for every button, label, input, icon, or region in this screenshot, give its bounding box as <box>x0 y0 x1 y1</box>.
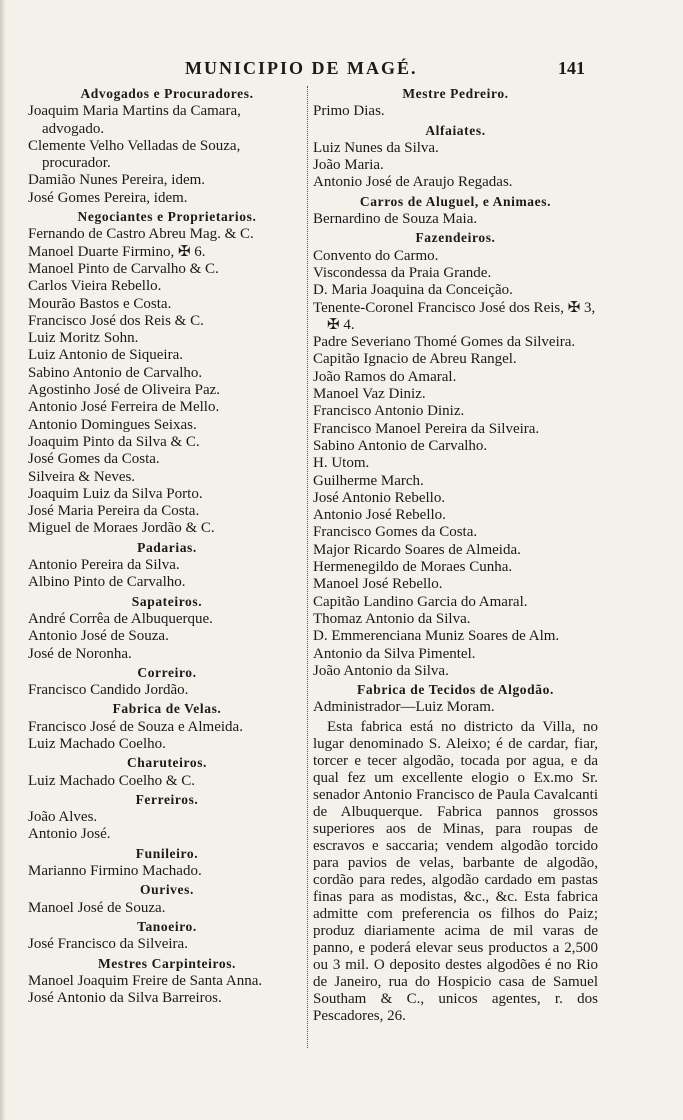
directory-entry: José Gomes Pereira, idem. <box>28 189 188 206</box>
directory-entry: Carlos Vieira Rebello. <box>28 278 162 295</box>
directory-entry: Fernando de Castro Abreu Mag. & C. <box>28 226 254 243</box>
directory-entry: Francisco José dos Reis & C. <box>28 312 204 329</box>
directory-entry: Viscondessa da Praia Grande. <box>313 264 492 281</box>
directory-entry: Silveira & Neves. <box>28 468 136 485</box>
section-heading: Ourives. <box>140 882 194 898</box>
section-carros-de-aluguel-e-animaes <box>313 193 598 229</box>
section-charuteiros <box>28 754 306 790</box>
directory-entry: João Maria. <box>313 157 384 174</box>
directory-entry: Hermenegildo de Moraes Cunha. <box>313 559 513 576</box>
directory-entry: Antonio Domingues Seixas. <box>28 416 197 433</box>
directory-entry: Antonio José. <box>28 826 111 843</box>
section-heading: Alfaiates. <box>425 122 486 138</box>
section-fabrica-de-tecidos-de-algodao <box>313 681 598 1025</box>
directory-entry: Luiz Antonio de Siqueira. <box>28 347 183 364</box>
page-number: 141 <box>558 58 585 78</box>
directory-entry: Antonio da Silva Pimentel. <box>313 645 476 662</box>
directory-entry: Mourão Bastos e Costa. <box>28 295 172 312</box>
section-fazendeiros <box>313 229 598 680</box>
section-correiro <box>28 664 306 700</box>
directory-entry: Guilherme March. <box>313 472 424 489</box>
directory-entry: Luiz Machado Coelho. <box>28 735 166 752</box>
section-fabrica-de-velas <box>28 700 306 753</box>
section-heading: Fazendeiros. <box>415 230 496 246</box>
directory-entry: Joaquim Luiz da Silva Porto. <box>28 485 203 502</box>
directory-entry: João Antonio da Silva. <box>313 662 449 679</box>
section-heading: Sapateiros. <box>131 593 203 609</box>
column-divider <box>307 86 308 1048</box>
section-heading: Mestre Pedreiro. <box>402 86 509 101</box>
directory-entry: Francisco José de Souza e Almeida. <box>28 718 243 735</box>
directory-entry: José de Noronha. <box>28 645 132 662</box>
directory-entry: Padre Severiano Thomé Gomes da Silveira. <box>313 334 576 351</box>
section-heading: Mestres Carpinteiros. <box>97 955 237 971</box>
directory-entry: Antonio José Rebello. <box>313 507 446 524</box>
directory-entry: Sabino Antonio de Carvalho. <box>28 364 203 381</box>
directory-entry: Sabino Antonio de Carvalho. <box>313 437 488 454</box>
directory-entry: Francisco Gomes da Costa. <box>313 524 478 541</box>
section-ferreiros <box>28 791 306 844</box>
directory-entry: Miguel de Moraes Jordão & C. <box>28 520 215 537</box>
directory-entry: Antonio José Ferreira de Mello. <box>28 399 220 416</box>
directory-entry: Antonio Pereira da Silva. <box>28 557 180 574</box>
section-heading: Tanoeiro. <box>137 918 197 934</box>
directory-entry: Albino Pinto de Carvalho. <box>28 574 186 591</box>
directory-entry: Marianno Firmino Machado. <box>28 863 202 880</box>
section-ourives <box>28 881 306 917</box>
directory-entry: José Gomes da Costa. <box>28 451 160 468</box>
directory-entry: Joaquim Maria Martins da Camara, advogado. <box>28 103 241 137</box>
directory-entry: João Alves. <box>28 809 98 826</box>
directory-entry: Tenente-Coronel Francisco José dos Reis, ✠ 3, ✠ 4. <box>313 299 596 333</box>
directory-entry: Manoel José Rebello. <box>313 576 443 593</box>
directory-entry: Luiz Nunes da Silva. <box>313 139 439 156</box>
directory-entry: Bernardino de Souza Maia. <box>313 211 478 228</box>
directory-entry: Joaquim Pinto da Silva & C. <box>28 433 200 450</box>
page-title: MUNICIPIO DE MAGÉ. <box>185 58 418 78</box>
section-sapateiros <box>28 593 306 663</box>
directory-entry: Francisco Candido Jordão. <box>28 682 189 699</box>
directory-entry: D. Maria Joaquina da Conceição. <box>313 282 513 299</box>
directory-entry: Capitão Landino Garcia do Amaral. <box>313 593 528 610</box>
directory-entry: Antonio José de Araujo Regadas. <box>313 174 513 191</box>
directory-entry: Administrador—Luiz Moram. <box>313 699 495 716</box>
section-advogados-e-procuradores <box>28 85 306 207</box>
section-alfaiates <box>313 122 598 192</box>
directory-entry: Major Ricardo Soares de Almeida. <box>313 541 521 558</box>
section-heading: Correiro. <box>137 664 197 680</box>
section-heading: Fabrica de Tecidos de Algodão. <box>357 682 554 698</box>
section-mestres-carpinteiros <box>28 955 306 1008</box>
directory-entry: H. Utom. <box>313 455 370 472</box>
directory-entry: Primo Dias. <box>313 103 385 120</box>
section-heading: Charuteiros. <box>126 755 208 771</box>
directory-entry: Manoel Pinto de Carvalho & C. <box>28 260 219 277</box>
directory-entry: André Corrêa de Albuquerque. <box>28 610 213 627</box>
directory-entry: Capitão Ignacio de Abreu Rangel. <box>313 351 517 368</box>
directory-entry: Francisco Manoel Pereira da Silveira. <box>313 420 540 437</box>
section-heading: Ferreiros. <box>135 791 199 807</box>
directory-entry: Clemente Velho Velladas de Souza, procurador. <box>28 137 241 172</box>
directory-entry: Damião Nunes Pereira, idem. <box>28 172 206 189</box>
directory-entry: Thomaz Antonio da Silva. <box>313 610 471 627</box>
left-column <box>28 84 306 1007</box>
binding-edge <box>0 0 6 1120</box>
section-heading: Fabrica de Velas. <box>112 701 222 717</box>
directory-entry: João Ramos do Amaral. <box>313 368 457 385</box>
directory-entry: Luiz Machado Coelho & C. <box>28 772 196 789</box>
directory-entry: Manoel José de Souza. <box>28 899 166 916</box>
section-negociantes-e-proprietarios <box>28 208 306 538</box>
section-heading: Advogados e Procuradores. <box>80 86 254 101</box>
page-header <box>0 58 683 82</box>
section-funileiro <box>28 845 306 881</box>
directory-entry: Manoel Duarte Firmino, ✠ 6. <box>28 243 206 260</box>
directory-entry: Manoel Vaz Diniz. <box>313 386 426 403</box>
directory-entry: Convento do Carmo. <box>313 247 439 264</box>
section-heading: Negociantes e Proprietarios. <box>77 209 257 225</box>
right-column <box>313 84 598 1025</box>
section-heading: Carros de Aluguel, e Animaes. <box>359 193 552 209</box>
directory-entry: Luiz Moritz Sohn. <box>28 330 139 347</box>
directory-entry: José Antonio Rebello. <box>313 489 446 506</box>
directory-entry: Manoel Joaquim Freire de Santa Anna. <box>28 972 263 989</box>
directory-entry: José Antonio da Silva Barreiros. <box>28 990 222 1007</box>
section-padarias <box>28 539 306 592</box>
directory-entry: D. Emmerenciana Muniz Soares de Alm. <box>313 628 560 645</box>
section-tanoeiro <box>28 918 306 954</box>
directory-entry: José Maria Pereira da Costa. <box>28 503 200 520</box>
directory-entry: Antonio José de Souza. <box>28 628 169 645</box>
directory-entry: José Francisco da Silveira. <box>28 936 188 953</box>
section-mestre-pedreiro <box>313 85 598 121</box>
section-heading: Funileiro. <box>135 845 199 861</box>
factory-description: Esta fabrica está no districto da Villa, no lugar denominado S. Aleixo; é de cardar, fiar, torcer e tecer algodão, tocada por agua, e da qual fez um excellente elogio o Ex.mo Sr. senador Antonio Francisco de Paula Cavalcanti de Albuquerque. Fabrica pannos grossos superiores aos de Minas, para roupas de escravos e saccaria; vendem algodão torcido para pavios de velas, barbante de algodão, cordão para redes, algodão cardado em pastas finas para as modistas, &c., &c. Esta fabrica admitte com preferencia os filhos do Paiz; produz diariamente acima de mil varas de panno, e poderá elevar seus productos a 2,500 ou 3 mil. O deposito destes algodões é no Rio de Janeiro, rua do Hospicio casa de Samuel Southam & C., unicos agentes, r. dos Pescadores, 26. <box>313 718 598 1024</box>
section-heading: Padarias. <box>137 539 197 555</box>
directory-entry: Agostinho José de Oliveira Paz. <box>28 382 221 399</box>
directory-entry: Francisco Antonio Diniz. <box>313 403 465 420</box>
